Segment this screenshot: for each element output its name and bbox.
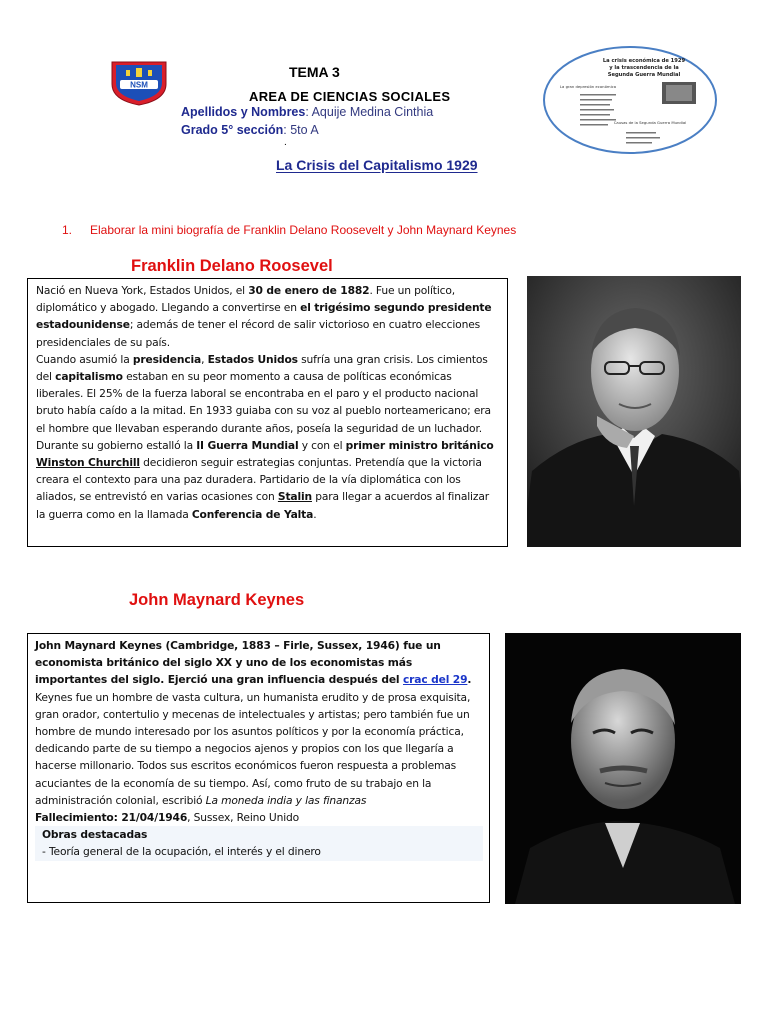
student-name-label: Apellidos y Nombres xyxy=(181,105,306,119)
tema-heading: TEMA 3 xyxy=(289,64,340,80)
roosevelt-paragraph-1: Nació en Nueva York, Estados Unidos, el 30 de enero de 1882. Fue un político, diplomático y abogado. Llegando a convertirse en el trigésimo segundo presidente estadounidense; además de tener el récord de salir victorioso en cuatro elecciones presidenciales de su país. xyxy=(36,284,492,349)
keynes-bio-box xyxy=(27,633,490,903)
grade-line xyxy=(181,123,319,137)
keynes-photo xyxy=(505,633,741,904)
grade-label: Grado 5° sección xyxy=(181,123,284,137)
thumb-title-2: y la trascendencia de la xyxy=(609,65,679,71)
thumb-title-1: La crisis económica de 1929 xyxy=(602,58,686,64)
roosevelt-paragraph-2: Cuando asumió la presidencia, Estados Unidos sufría una gran crisis. Los cimientos del capitalismo estaban en su peor momento a causa de políticas económicas liberales. El 25% de la fuerza laboral se encontraba en el paro y el producto nacional bruto había caído a la mitad. En 1933 guiaba con su voz al pueblo norteamericano; era el hombre que llevaban esperando durante años, poseía la seguridad de un luchador. Durante su gobierno estalló la II Guerra Mundial y con el primer ministro británico Winston Churchill decidieron seguir estrategias conjuntas. Pretendía que la victoria creara el contexto para una paz duradera. Partidario de la vía diplomática con los aliados, se entrevistó en varias ocasiones con Stalin para llegar a acuerdos al finalizar la guerra como en la llamada Conferencia de Yalta. xyxy=(36,352,494,521)
keynes-works-heading: Obras destacadas xyxy=(35,826,483,843)
keynes-work-item: - Teoría general de la ocupación, el interés y el dinero xyxy=(35,843,483,860)
thumb-left-heading: La gran depresión económica xyxy=(559,84,617,89)
keynes-paragraph-1: John Maynard Keynes (Cambridge, 1883 – Firle, Sussex, 1946) fue un economista británico del siglo XX y uno de los economistas más importantes del siglo. Ejerció una gran influencia después del crac del 29. xyxy=(35,639,472,687)
keynes-heading: John Maynard Keynes xyxy=(129,591,305,609)
stalin-link[interactable]: Stalin xyxy=(277,490,312,504)
subject-title: La Crisis del Capitalismo 1929 xyxy=(276,157,478,173)
stray-dot: . xyxy=(284,137,287,148)
keynes-death-line: Fallecimiento: 21/04/1946, Sussex, Reino Unido xyxy=(35,811,300,825)
topic-thumbnail xyxy=(540,44,720,156)
churchill-link[interactable]: Winston Churchill xyxy=(36,456,140,470)
thumb-right-heading: Causas de la Segunda Guerra Mundial xyxy=(613,120,687,125)
school-logo xyxy=(106,60,172,106)
task-text: Elaborar la mini biografía de Franklin Delano Roosevelt y John Maynard Keynes xyxy=(90,223,517,237)
crac-del-29-link[interactable]: crac del 29 xyxy=(403,673,468,687)
task-number: 1. xyxy=(62,223,73,237)
student-name-line xyxy=(181,105,433,119)
roosevelt-heading: Franklin Delano Roosevel xyxy=(131,257,333,275)
keynes-paragraph-2: Keynes fue un hombre de vasta cultura, un humanista erudito y de prosa exquisita, gran orador, contertulio y mecenas de intelectuales y artistas; pero también fue un hombre de mundo interesado por los asuntos políticos y por la economía práctica, dedicando parte de su tiempo a negocios ajenos y propios con los que llegaría a hacerse millonario. Todos sus escritos económicos fueron respuesta a problemas acuciantes de la economía de su tiempo. Así, como fruto de su trabajo en la administración colonial, escribió La moneda india y las finanzas xyxy=(35,690,471,807)
logo-text: NSM xyxy=(130,80,148,90)
task-item xyxy=(62,223,516,237)
roosevelt-bio-box xyxy=(27,278,508,547)
area-heading: AREA DE CIENCIAS SOCIALES xyxy=(249,89,451,104)
grade-value: : 5to A xyxy=(283,123,319,137)
roosevelt-photo xyxy=(527,276,741,547)
student-name-value: : Aquije Medina Cinthia xyxy=(305,105,434,119)
thumb-title-3: Segunda Guerra Mundial xyxy=(607,72,681,78)
